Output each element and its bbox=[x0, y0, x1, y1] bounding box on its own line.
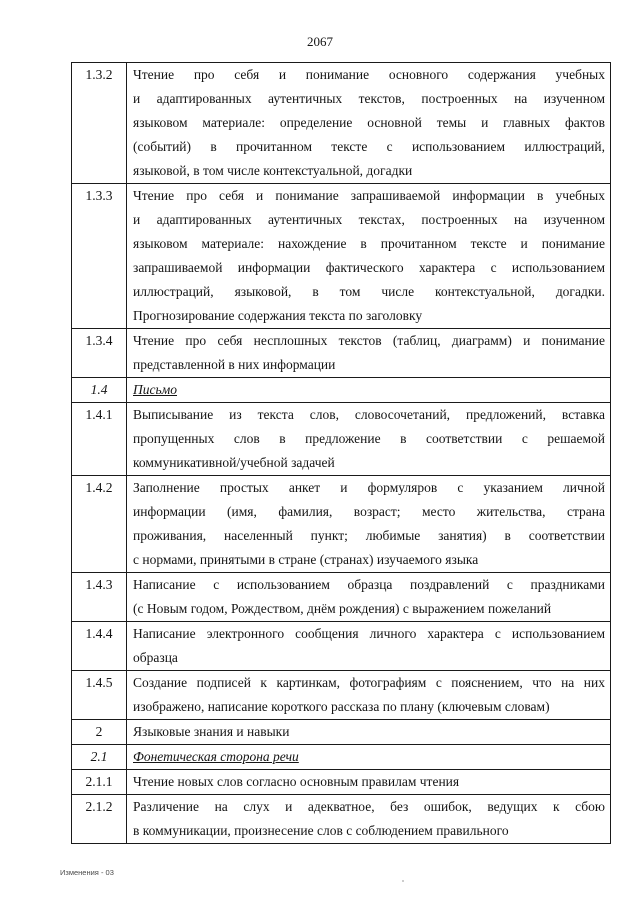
row-code: 1.4.2 bbox=[72, 476, 127, 573]
row-text bbox=[127, 671, 611, 720]
text-line: с нормами, принятыми в стране (странах) изучаемого языка bbox=[133, 552, 479, 567]
text-line: Выписывание из текста слов, словосочетаний, предложений, вставка bbox=[133, 407, 605, 422]
table-row bbox=[72, 573, 611, 622]
row-text bbox=[127, 378, 611, 403]
text-line: коммуникативной/учебной задачей bbox=[133, 455, 335, 470]
table-section-row bbox=[72, 745, 611, 770]
row-text bbox=[127, 795, 611, 844]
text-line: Чтение новых слов согласно основным правилам чтения bbox=[133, 774, 460, 789]
text-line: Письмо bbox=[133, 382, 178, 397]
text-line: языковом материале: нахождение в прочитанном тексте и понимание bbox=[133, 236, 605, 251]
text-line: иллюстраций, языковой, в том числе контекстуальной, догадки. bbox=[133, 284, 605, 299]
text-line: и адаптированных аутентичных текстах, построенных на изученном bbox=[133, 212, 605, 227]
text-line: Заполнение простых анкет и формуляров с указанием личной bbox=[133, 480, 605, 495]
text-line: языковом материале: определение основной темы и главных фактов bbox=[133, 115, 605, 130]
row-code: 1.3.3 bbox=[72, 184, 127, 329]
text-line: Языковые знания и навыки bbox=[133, 724, 290, 739]
table-row bbox=[72, 403, 611, 476]
text-line: (событий) в прочитанном тексте с использованием иллюстраций, bbox=[133, 139, 605, 154]
row-text bbox=[127, 403, 611, 476]
row-code: 1.4.1 bbox=[72, 403, 127, 476]
text-line: пропущенных слов в предложение в соответствии с решаемой bbox=[133, 431, 605, 446]
table-row bbox=[72, 671, 611, 720]
text-line: в коммуникации, произнесение слов с соблюдением правильного bbox=[133, 823, 509, 838]
row-text bbox=[127, 329, 611, 378]
table-row bbox=[72, 63, 611, 184]
row-text bbox=[127, 770, 611, 795]
row-text bbox=[127, 573, 611, 622]
text-line: изображено, написание короткого рассказа по плану (ключевым словам) bbox=[133, 699, 550, 714]
text-line: Чтение про себя несплошных текстов (таблиц, диаграмм) и понимание bbox=[133, 333, 605, 348]
row-code: 1.4.4 bbox=[72, 622, 127, 671]
table-row bbox=[72, 795, 611, 844]
row-text bbox=[127, 63, 611, 184]
text-line: представленной в них информации bbox=[133, 357, 336, 372]
footer-revision-note: Изменения - 03 bbox=[60, 868, 114, 877]
row-text bbox=[127, 184, 611, 329]
text-line: языковой, в том числе контекстуальной, догадки bbox=[133, 163, 413, 178]
text-line: Создание подписей к картинкам, фотографиям с пояснением, что на них bbox=[133, 675, 605, 690]
text-line: Чтение про себя и понимание основного содержания учебных bbox=[133, 67, 605, 82]
row-code: 1.4 bbox=[72, 378, 127, 403]
table-row bbox=[72, 720, 611, 745]
text-line: Прогнозирование содержания текста по заголовку bbox=[133, 308, 423, 323]
table-section-row bbox=[72, 378, 611, 403]
row-text bbox=[127, 720, 611, 745]
row-code: 2 bbox=[72, 720, 127, 745]
table-row bbox=[72, 184, 611, 329]
text-line: (с Новым годом, Рождеством, днём рождения) с выражением пожеланий bbox=[133, 601, 552, 616]
text-line: Чтение про себя и понимание запрашиваемой информации в учебных bbox=[133, 188, 605, 203]
row-code: 1.3.2 bbox=[72, 63, 127, 184]
row-code: 1.3.4 bbox=[72, 329, 127, 378]
text-line: Различение на слух и адекватное, без ошибок, ведущих к сбою bbox=[133, 799, 605, 814]
row-code: 1.4.5 bbox=[72, 671, 127, 720]
text-line: Написание с использованием образца поздравлений с праздниками bbox=[133, 577, 605, 592]
row-code: 1.4.3 bbox=[72, 573, 127, 622]
text-line: Фонетическая сторона речи bbox=[133, 749, 299, 764]
table-row bbox=[72, 476, 611, 573]
text-line: запрашиваемой информации фактического характера с использованием bbox=[133, 260, 605, 275]
table-body bbox=[72, 63, 611, 844]
text-line: проживания, населенный пункт; любимые занятия) в соответствии bbox=[133, 528, 605, 543]
text-line: Написание электронного сообщения личного характера с использованием bbox=[133, 626, 605, 641]
row-code: 2.1.1 bbox=[72, 770, 127, 795]
table-row bbox=[72, 622, 611, 671]
row-text bbox=[127, 745, 611, 770]
text-line: и адаптированных аутентичных текстов, построенных на изученном bbox=[133, 91, 605, 106]
scan-speck bbox=[402, 880, 404, 882]
row-code: 2.1.2 bbox=[72, 795, 127, 844]
text-line: образца bbox=[133, 650, 178, 665]
page-number: 2067 bbox=[307, 34, 333, 49]
row-code: 2.1 bbox=[72, 745, 127, 770]
text-line: информации (имя, фамилия, возраст; место жительства, страна bbox=[133, 504, 605, 519]
row-text bbox=[127, 622, 611, 671]
table-row bbox=[72, 329, 611, 378]
curriculum-table bbox=[71, 62, 611, 844]
table-row bbox=[72, 770, 611, 795]
row-text bbox=[127, 476, 611, 573]
